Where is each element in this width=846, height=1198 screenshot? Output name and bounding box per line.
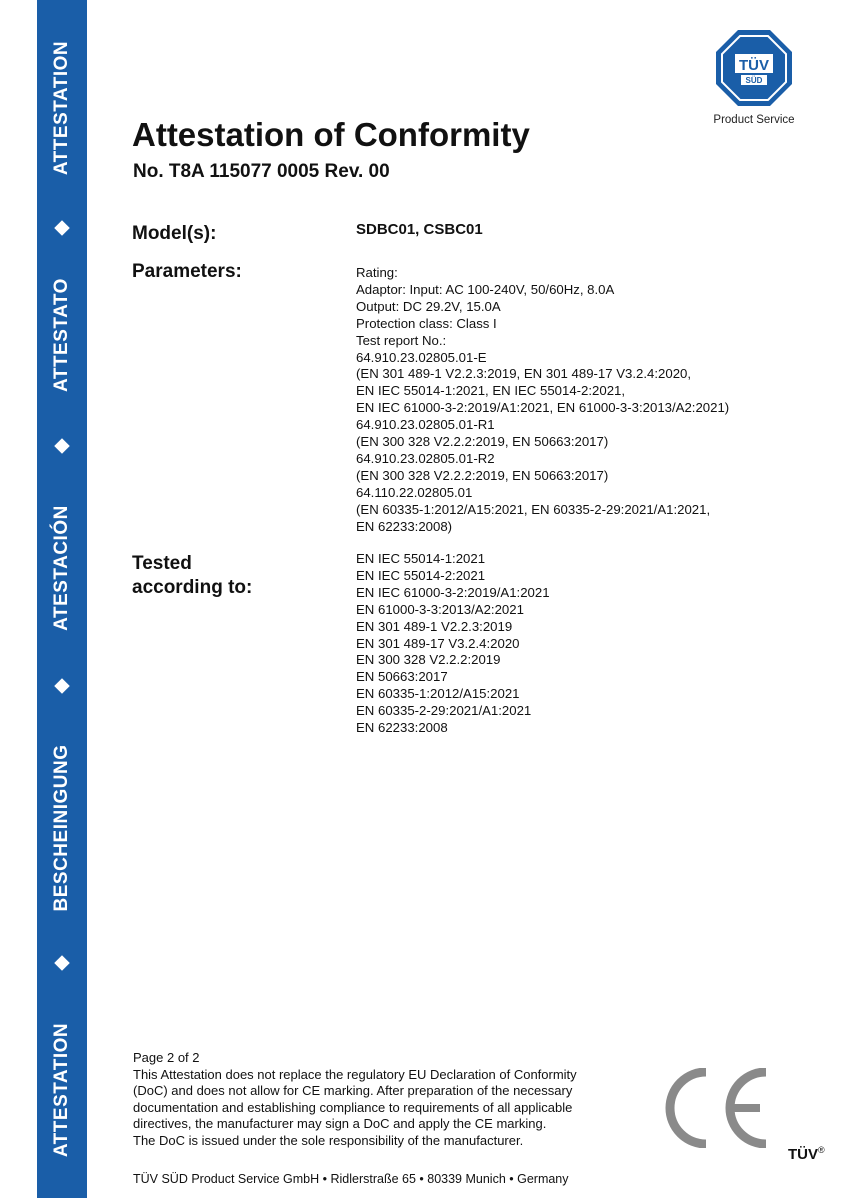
parameter-line: Test report No.:: [356, 332, 447, 348]
diamond-icon: [54, 955, 70, 971]
svg-text:TÜV: TÜV: [739, 57, 769, 74]
standard-line: EN 60335-2-29:2021/A1:2021: [356, 703, 532, 719]
sidebar-word-atestacion: ATESTACIÓN: [51, 505, 72, 631]
sidebar-word-attestation: ATTESTATION: [51, 40, 72, 176]
tuv-octagon-icon: [714, 28, 794, 108]
diamond-icon: [54, 678, 70, 694]
parameter-line: Adaptor: Input: AC 100-240V, 50/60Hz, 8.0A: [356, 281, 615, 297]
models-value: SDBC01, CSBC01: [356, 221, 483, 238]
disclaimer-line: The DoC is issued under the sole responsibility of the manufacturer.: [133, 1132, 524, 1148]
parameter-line: Output: DC 29.2V, 15.0A: [356, 298, 501, 314]
tested-label-line2: according to:: [132, 577, 253, 598]
tuv-registered-mark: [788, 1145, 825, 1163]
parameter-line: Rating:: [356, 265, 398, 280]
parameter-line: 64.910.23.02805.01-R2: [356, 450, 495, 466]
standard-line: EN 61000-3-3:2013/A2:2021: [356, 601, 524, 617]
standard-line: EN 62233:2008: [356, 720, 448, 736]
standards-list: [356, 551, 550, 737]
parameter-line: (EN 300 328 V2.2.2:2019, EN 50663:2017): [356, 434, 609, 450]
standard-line: EN 301 489-1 V2.2.3:2019: [356, 618, 513, 634]
parameter-line: Protection class: Class I: [356, 315, 497, 331]
tuv-mark-text: TÜV: [788, 1146, 818, 1163]
tuv-sud-logo: [711, 28, 797, 126]
parameter-line: 64.910.23.02805.01-E: [356, 349, 487, 365]
standard-line: EN IEC 55014-2:2021: [356, 567, 486, 583]
logo-caption: Product Service: [713, 114, 795, 126]
parameter-line: 64.110.22.02805.01: [356, 484, 473, 500]
parameters-label: Parameters:: [132, 261, 242, 282]
disclaimer-line: This Attestation does not replace the regulatory EU Declaration of Conformity: [133, 1066, 577, 1082]
standard-line: EN 300 328 V2.2.2:2019: [356, 652, 501, 668]
svg-text:SÜD: SÜD: [745, 76, 763, 85]
parameter-line: EN 62233:2008): [356, 518, 453, 534]
footer-disclaimer: [133, 1050, 653, 1150]
parameter-line: EN IEC 55014-1:2021, EN IEC 55014-2:2021,: [356, 383, 626, 399]
standard-line: EN 60335-1:2012/A15:2021: [356, 686, 520, 702]
page-number: Page 2 of 2: [133, 1050, 200, 1065]
diamond-icon: [54, 438, 70, 454]
disclaimer-line: (DoC) and does not allow for CE marking. After preparation of the necessary: [133, 1083, 573, 1099]
parameter-line: (EN 300 328 V2.2.2:2019, EN 50663:2017): [356, 467, 609, 483]
sidebar-band: [37, 0, 87, 1198]
tested-label: [132, 552, 252, 600]
diamond-icon: [54, 220, 70, 236]
standard-line: EN IEC 61000-3-2:2019/A1:2021: [356, 584, 550, 600]
parameter-line: (EN 301 489-1 V2.2.3:2019, EN 301 489-17 V3.2.4:2020,: [356, 366, 692, 382]
standard-line: EN IEC 55014-1:2021: [356, 551, 486, 566]
standard-line: EN 50663:2017: [356, 669, 448, 685]
tested-label-line1: Tested: [132, 553, 192, 574]
sidebar-word-bescheinigung: BESCHEINIGUNG: [51, 744, 72, 912]
parameter-line: EN IEC 61000-3-2:2019/A1:2021, EN 61000-3-3:2013/A2:2021): [356, 400, 730, 416]
registered-symbol: ®: [818, 1145, 825, 1155]
certificate-number: No. T8A 115077 0005 Rev. 00: [133, 161, 390, 182]
page-title: Attestation of Conformity: [132, 116, 530, 153]
sidebar-word-attestato: ATTESTATO: [51, 278, 72, 392]
disclaimer-line: documentation and establishing compliance to requirements of all applicable: [133, 1099, 573, 1115]
company-address: TÜV SÜD Product Service GmbH • Ridlerstraße 65 • 80339 Munich • Germany: [133, 1172, 569, 1186]
parameter-line: 64.910.23.02805.01-R1: [356, 417, 495, 433]
standard-line: EN 301 489-17 V3.2.4:2020: [356, 635, 520, 651]
models-label: Model(s):: [132, 223, 217, 244]
parameters-list: [356, 265, 729, 536]
ce-mark-icon: [660, 1068, 772, 1148]
parameter-line: (EN 60335-1:2012/A15:2021, EN 60335-2-29:2021/A1:2021,: [356, 501, 711, 517]
disclaimer-line: directives, the manufacturer may sign a DoC and apply the CE marking.: [133, 1116, 547, 1132]
sidebar-word-attestation-bottom: ATTESTATION: [51, 1022, 72, 1158]
